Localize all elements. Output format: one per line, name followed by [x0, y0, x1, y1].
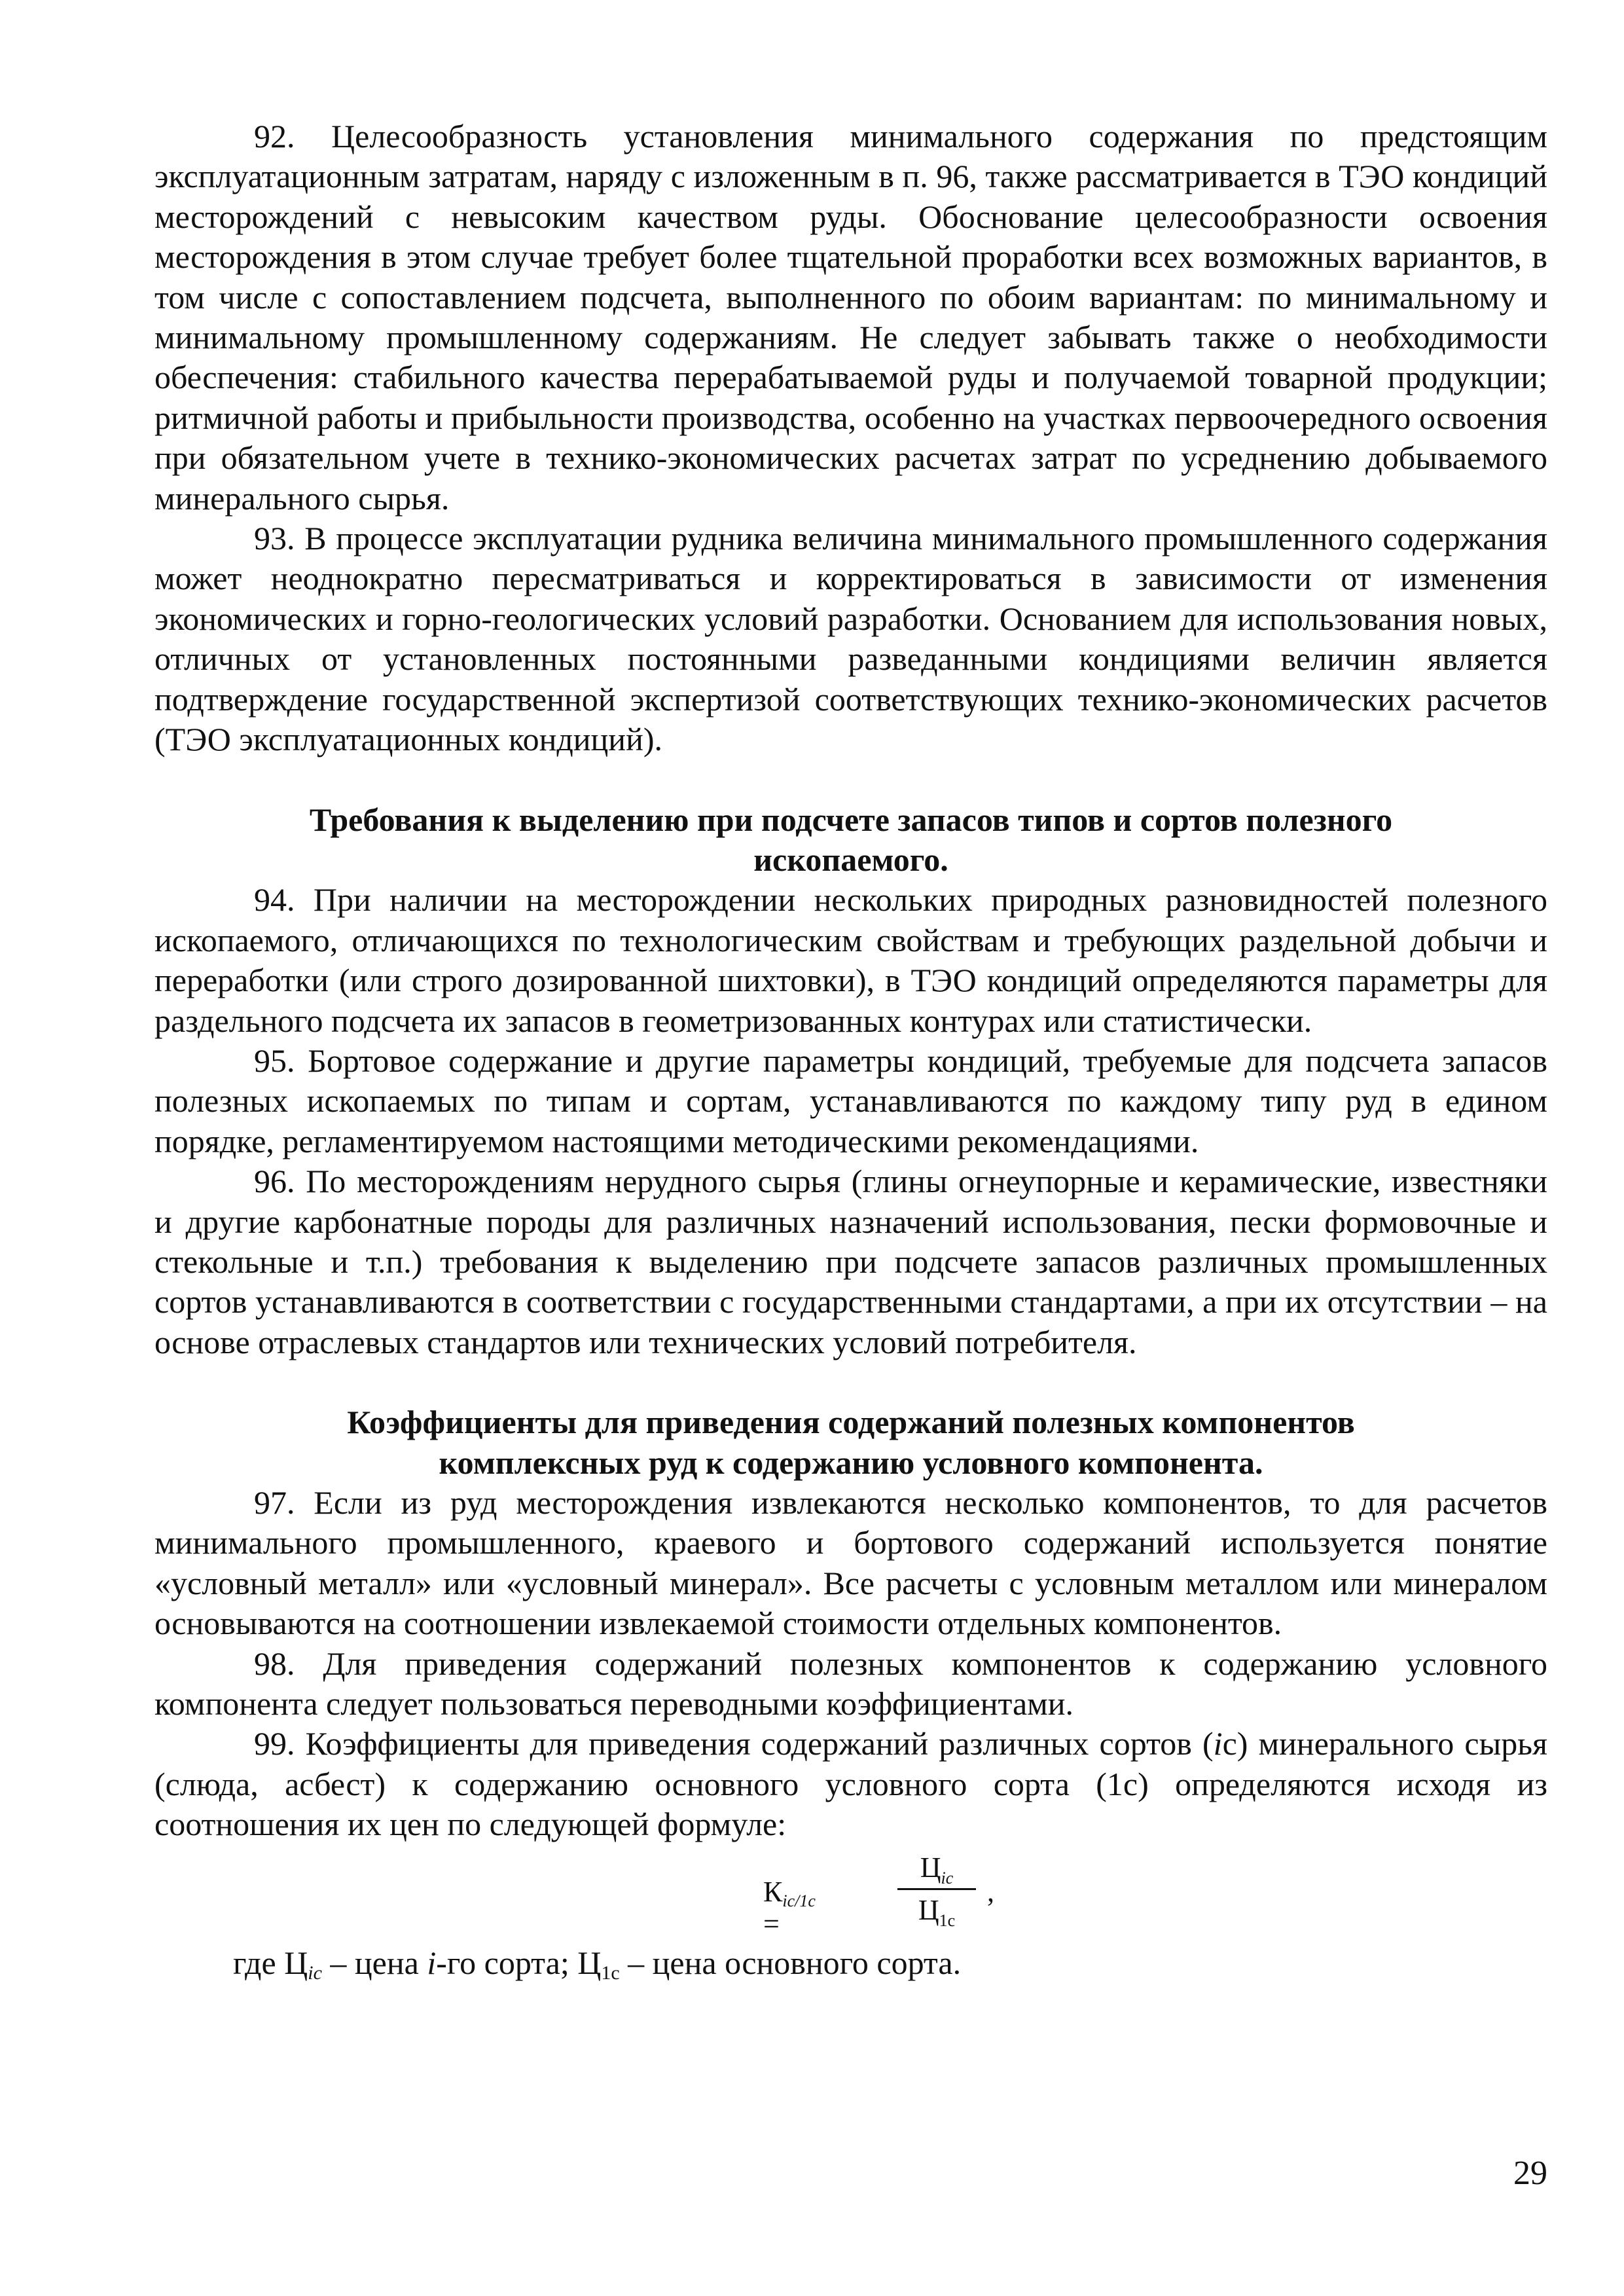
- paragraph-96: 96. По месторождениям нерудного сырья (глины огнеупорные и керамические, известняки и другие карбонатные породы для различных назначений использования, пески формовочные и стекольные и т.п.) требования к выделению при подсчете запасов различных промышленных сортов устанавливаются в соответствии с государственными стандартами, а при их отсутствии – на основе отраслевых стандартов или технических условий потребителя.: [154, 1163, 1547, 1360]
- formula-equals: =: [763, 1907, 780, 1940]
- formula-block: [154, 1845, 1547, 1943]
- formula-k-subscript: ic/1с: [782, 1891, 816, 1910]
- paragraph-93: 93. В процессе эксплуатации рудника величина минимального промышленного содержания может неоднократно пересматриваться и корректироваться в зависимости от изменения экономических и горно-геологических условий разработки. Основанием для использования новых, отличных от установленных постоянными разведанными кондициями величин является подтверждение государственной экспертизой соответствующих технико-экономических расчетов (ТЭО эксплуатационных кондиций).: [154, 520, 1547, 758]
- spacer: [154, 760, 1547, 800]
- formula-comma: ,: [987, 1875, 994, 1908]
- document-page: [154, 117, 1547, 1993]
- formula-denominator: $Ц_{1с}$: [918, 1893, 956, 1930]
- paragraph-95: 95. Бортовое содержание и другие параметры кондиций, требуемые для подсчета запасов полезных ископаемых по типам и сортам, устанавливаются по каждому типу руд в едином порядке, регламентируемом настоящими методическими рекомендациями.: [154, 1042, 1547, 1159]
- formula-fraction: [897, 1848, 976, 1931]
- paragraph-92: 92. Целесообразность установления минимального содержания по предстоящим эксплуатационным затратам, наряду с изложенным в п. 96, также рассматривается в ТЭО кондиций месторождений с невысоким качеством руды. Обоснование целесообразности освоения месторождения в этом случае требует более тщательной проработки всех возможных вариантов, в том числе с сопоставлением подсчета, выполненного по обоим вариантам: по минимальному и минимальному промышленному содержаниям. Не следует забывать также о необходимости обеспечения: стабильного качества перерабатываемой руды и получаемой товарной продукции; ритмичной работы и прибыльности производства, особенно на участках первоочередного освоения при обязательном учете в технико-экономических расчетах затрат по усреднению добываемого минерального сырья.: [154, 118, 1547, 517]
- paragraph-99-italic-i: i: [1213, 1725, 1223, 1762]
- paragraph-98: 98. Для приведения содержаний полезных компонентов к содержанию условного компонента следует пользоваться переводными коэффициентами.: [154, 1645, 1547, 1722]
- formula-k-symbol: К: [763, 1875, 783, 1908]
- paragraph-99-part-a: 99. Коэффициенты для приведения содержаний различных сортов (: [254, 1725, 1214, 1762]
- paragraph-99-part-b: с) минерального сырья (слюда, асбест) к содержанию основного условного сорта (1с) определяются исходя из соотношения их цен по следующей формуле:: [154, 1725, 1548, 1843]
- formula-explanation: где $Ц_{ic}$ – цена i-го сорта; $Ц_{1с}$ – цена основного сорта.: [233, 1944, 962, 1984]
- page-number: 29: [1513, 2155, 1547, 2192]
- formula-numerator: $Ц_{ic}$: [920, 1851, 954, 1887]
- spacer: [154, 1362, 1547, 1402]
- formula-k: [763, 1875, 816, 1940]
- paragraph-97: 97. Если из руд месторождения извлекаются несколько компонентов, то для расчетов минимального промышленного, краевого и бортового содержаний используется понятие «условный металл» или «условный минерал». Все расчеты с условным металлом или минералом основываются на соотношении извлекаемой стоимости отдельных компонентов.: [154, 1484, 1547, 1642]
- paragraph-94: 94. При наличии на месторождении нескольких природных разновидностей полезного ископаемого, отличающихся по технологическим свойствам и требующих раздельной добычи и переработки (или строго дозированной шихтовки), в ТЭО кондиций определяются параметры для раздельного подсчета их запасов в геометризованных контурах или статистически.: [154, 881, 1547, 1039]
- section-heading-coefficients: Коэффициенты для приведения содержаний полезных компонентов комплексных руд к содержанию условного компонента.: [347, 1404, 1355, 1481]
- paragraph-99: [154, 1724, 1547, 1844]
- section-heading-types-and-grades: Требования к выделению при подсчете запасов типов и сортов полезного ископаемого.: [309, 801, 1393, 878]
